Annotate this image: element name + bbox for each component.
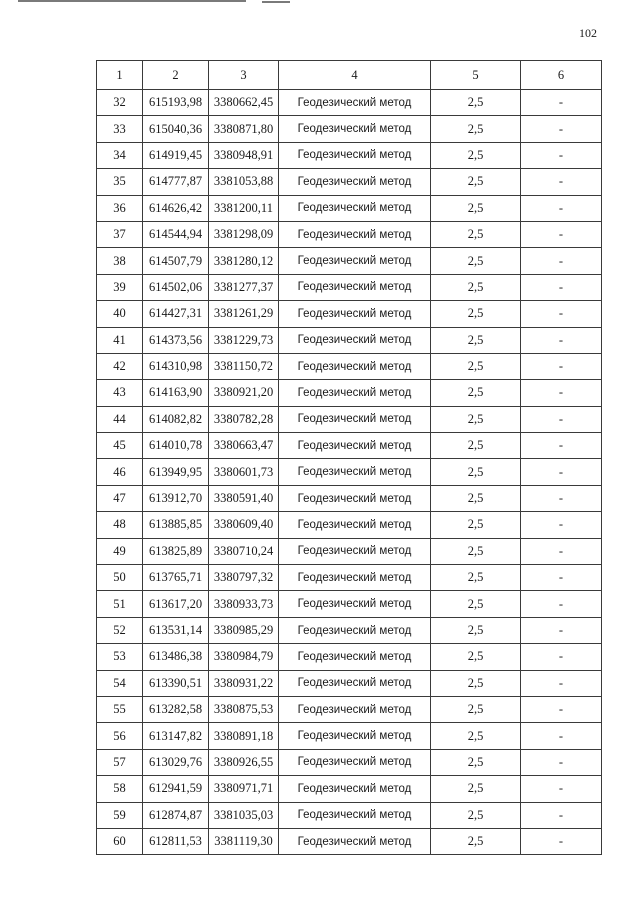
x-coordinate-cell: 613912,70 — [143, 485, 209, 511]
x-coordinate-cell: 615193,98 — [143, 90, 209, 116]
note-cell: - — [521, 802, 602, 828]
point-number-cell: 51 — [97, 591, 143, 617]
accuracy-cell: 2,5 — [431, 696, 521, 722]
method-cell: Геодезический метод — [279, 617, 431, 643]
method-cell: Геодезический метод — [279, 459, 431, 485]
x-coordinate-cell: 615040,36 — [143, 116, 209, 142]
accuracy-cell: 2,5 — [431, 248, 521, 274]
note-cell: - — [521, 195, 602, 221]
y-coordinate-cell: 3380591,40 — [209, 485, 279, 511]
table-row — [97, 696, 602, 722]
note-cell: - — [521, 512, 602, 538]
table-row — [97, 776, 602, 802]
note-cell: - — [521, 776, 602, 802]
x-coordinate-cell: 613147,82 — [143, 723, 209, 749]
point-number-cell: 32 — [97, 90, 143, 116]
method-cell: Геодезический метод — [279, 828, 431, 854]
method-cell: Геодезический метод — [279, 221, 431, 247]
x-coordinate-cell: 612811,53 — [143, 828, 209, 854]
table-row — [97, 670, 602, 696]
table-row — [97, 169, 602, 195]
y-coordinate-cell: 3381280,12 — [209, 248, 279, 274]
y-coordinate-cell: 3380662,45 — [209, 90, 279, 116]
table-row — [97, 723, 602, 749]
note-cell: - — [521, 327, 602, 353]
y-coordinate-cell: 3380926,55 — [209, 749, 279, 775]
table-row — [97, 195, 602, 221]
note-cell: - — [521, 696, 602, 722]
table-row — [97, 802, 602, 828]
table-row — [97, 406, 602, 432]
table-row — [97, 221, 602, 247]
y-coordinate-cell: 3380971,71 — [209, 776, 279, 802]
point-number-cell: 41 — [97, 327, 143, 353]
point-number-cell: 58 — [97, 776, 143, 802]
point-number-cell: 60 — [97, 828, 143, 854]
note-cell: - — [521, 591, 602, 617]
point-number-cell: 52 — [97, 617, 143, 643]
note-cell: - — [521, 433, 602, 459]
note-cell: - — [521, 670, 602, 696]
y-coordinate-cell: 3380891,18 — [209, 723, 279, 749]
method-cell: Геодезический метод — [279, 723, 431, 749]
coordinates-table — [96, 60, 602, 855]
note-cell: - — [521, 248, 602, 274]
table-row — [97, 248, 602, 274]
y-coordinate-cell: 3380933,73 — [209, 591, 279, 617]
note-cell: - — [521, 459, 602, 485]
x-coordinate-cell: 613390,51 — [143, 670, 209, 696]
note-cell: - — [521, 723, 602, 749]
note-cell: - — [521, 116, 602, 142]
point-number-cell: 56 — [97, 723, 143, 749]
accuracy-cell: 2,5 — [431, 406, 521, 432]
method-cell: Геодезический метод — [279, 565, 431, 591]
table-row — [97, 116, 602, 142]
y-coordinate-cell: 3381119,30 — [209, 828, 279, 854]
x-coordinate-cell: 613486,38 — [143, 644, 209, 670]
x-coordinate-cell: 614507,79 — [143, 248, 209, 274]
x-coordinate-cell: 613029,76 — [143, 749, 209, 775]
point-number-cell: 53 — [97, 644, 143, 670]
table-row — [97, 512, 602, 538]
point-number-cell: 48 — [97, 512, 143, 538]
y-coordinate-cell: 3380797,32 — [209, 565, 279, 591]
note-cell: - — [521, 565, 602, 591]
point-number-cell: 43 — [97, 380, 143, 406]
column-header-3: 3 — [209, 61, 279, 90]
accuracy-cell: 2,5 — [431, 538, 521, 564]
column-header-5: 5 — [431, 61, 521, 90]
accuracy-cell: 2,5 — [431, 749, 521, 775]
point-number-cell: 34 — [97, 142, 143, 168]
point-number-cell: 47 — [97, 485, 143, 511]
table-row — [97, 749, 602, 775]
note-cell: - — [521, 274, 602, 300]
x-coordinate-cell: 614310,98 — [143, 353, 209, 379]
note-cell: - — [521, 485, 602, 511]
method-cell: Геодезический метод — [279, 248, 431, 274]
table-row — [97, 565, 602, 591]
page-number: 102 — [579, 26, 597, 40]
x-coordinate-cell: 614082,82 — [143, 406, 209, 432]
point-number-cell: 50 — [97, 565, 143, 591]
note-cell: - — [521, 169, 602, 195]
x-coordinate-cell: 613949,95 — [143, 459, 209, 485]
x-coordinate-cell: 614373,56 — [143, 327, 209, 353]
method-cell: Геодезический метод — [279, 169, 431, 195]
y-coordinate-cell: 3380931,22 — [209, 670, 279, 696]
y-coordinate-cell: 3381200,11 — [209, 195, 279, 221]
table-body — [97, 90, 602, 855]
point-number-cell: 44 — [97, 406, 143, 432]
x-coordinate-cell: 613617,20 — [143, 591, 209, 617]
point-number-cell: 49 — [97, 538, 143, 564]
accuracy-cell: 2,5 — [431, 565, 521, 591]
method-cell: Геодезический метод — [279, 696, 431, 722]
method-cell: Геодезический метод — [279, 485, 431, 511]
x-coordinate-cell: 612874,87 — [143, 802, 209, 828]
y-coordinate-cell: 3380609,40 — [209, 512, 279, 538]
note-cell: - — [521, 142, 602, 168]
table-row — [97, 90, 602, 116]
method-cell: Геодезический метод — [279, 90, 431, 116]
method-cell: Геодезический метод — [279, 274, 431, 300]
point-number-cell: 38 — [97, 248, 143, 274]
table-row — [97, 301, 602, 327]
scan-edge-mark — [262, 1, 290, 3]
note-cell: - — [521, 353, 602, 379]
point-number-cell: 55 — [97, 696, 143, 722]
accuracy-cell: 2,5 — [431, 644, 521, 670]
accuracy-cell: 2,5 — [431, 195, 521, 221]
note-cell: - — [521, 301, 602, 327]
point-number-cell: 36 — [97, 195, 143, 221]
x-coordinate-cell: 614777,87 — [143, 169, 209, 195]
column-header-1: 1 — [97, 61, 143, 90]
note-cell: - — [521, 406, 602, 432]
y-coordinate-cell: 3380985,29 — [209, 617, 279, 643]
accuracy-cell: 2,5 — [431, 459, 521, 485]
table-row — [97, 485, 602, 511]
method-cell: Геодезический метод — [279, 591, 431, 617]
accuracy-cell: 2,5 — [431, 116, 521, 142]
x-coordinate-cell: 614163,90 — [143, 380, 209, 406]
method-cell: Геодезический метод — [279, 353, 431, 379]
scan-edge-mark — [18, 0, 246, 2]
note-cell: - — [521, 380, 602, 406]
accuracy-cell: 2,5 — [431, 353, 521, 379]
x-coordinate-cell: 614427,31 — [143, 301, 209, 327]
table-row — [97, 538, 602, 564]
x-coordinate-cell: 614010,78 — [143, 433, 209, 459]
y-coordinate-cell: 3380984,79 — [209, 644, 279, 670]
note-cell: - — [521, 221, 602, 247]
method-cell: Геодезический метод — [279, 116, 431, 142]
point-number-cell: 45 — [97, 433, 143, 459]
y-coordinate-cell: 3381150,72 — [209, 353, 279, 379]
x-coordinate-cell: 612941,59 — [143, 776, 209, 802]
method-cell: Геодезический метод — [279, 670, 431, 696]
method-cell: Геодезический метод — [279, 380, 431, 406]
y-coordinate-cell: 3381229,73 — [209, 327, 279, 353]
table-row — [97, 617, 602, 643]
note-cell: - — [521, 617, 602, 643]
x-coordinate-cell: 613282,58 — [143, 696, 209, 722]
accuracy-cell: 2,5 — [431, 617, 521, 643]
y-coordinate-cell: 3381277,37 — [209, 274, 279, 300]
accuracy-cell: 2,5 — [431, 485, 521, 511]
x-coordinate-cell: 613765,71 — [143, 565, 209, 591]
y-coordinate-cell: 3380782,28 — [209, 406, 279, 432]
point-number-cell: 35 — [97, 169, 143, 195]
method-cell: Геодезический метод — [279, 301, 431, 327]
accuracy-cell: 2,5 — [431, 327, 521, 353]
point-number-cell: 33 — [97, 116, 143, 142]
method-cell: Геодезический метод — [279, 406, 431, 432]
y-coordinate-cell: 3381053,88 — [209, 169, 279, 195]
column-header-2: 2 — [143, 61, 209, 90]
accuracy-cell: 2,5 — [431, 723, 521, 749]
note-cell: - — [521, 828, 602, 854]
point-number-cell: 37 — [97, 221, 143, 247]
y-coordinate-cell: 3381298,09 — [209, 221, 279, 247]
method-cell: Геодезический метод — [279, 644, 431, 670]
y-coordinate-cell: 3380601,73 — [209, 459, 279, 485]
y-coordinate-cell: 3380710,24 — [209, 538, 279, 564]
method-cell: Геодезический метод — [279, 327, 431, 353]
accuracy-cell: 2,5 — [431, 301, 521, 327]
method-cell: Геодезический метод — [279, 749, 431, 775]
point-number-cell: 54 — [97, 670, 143, 696]
column-header-4: 4 — [279, 61, 431, 90]
method-cell: Геодезический метод — [279, 433, 431, 459]
x-coordinate-cell: 613885,85 — [143, 512, 209, 538]
table-row — [97, 353, 602, 379]
y-coordinate-cell: 3380875,53 — [209, 696, 279, 722]
point-number-cell: 59 — [97, 802, 143, 828]
accuracy-cell: 2,5 — [431, 512, 521, 538]
table-row — [97, 274, 602, 300]
table-row — [97, 459, 602, 485]
method-cell: Геодезический метод — [279, 776, 431, 802]
x-coordinate-cell: 613531,14 — [143, 617, 209, 643]
x-coordinate-cell: 614544,94 — [143, 221, 209, 247]
x-coordinate-cell: 614919,45 — [143, 142, 209, 168]
accuracy-cell: 2,5 — [431, 591, 521, 617]
method-cell: Геодезический метод — [279, 142, 431, 168]
point-number-cell: 46 — [97, 459, 143, 485]
accuracy-cell: 2,5 — [431, 670, 521, 696]
accuracy-cell: 2,5 — [431, 274, 521, 300]
method-cell: Геодезический метод — [279, 512, 431, 538]
accuracy-cell: 2,5 — [431, 90, 521, 116]
accuracy-cell: 2,5 — [431, 776, 521, 802]
accuracy-cell: 2,5 — [431, 142, 521, 168]
table-row — [97, 591, 602, 617]
y-coordinate-cell: 3381261,29 — [209, 301, 279, 327]
method-cell: Геодезический метод — [279, 802, 431, 828]
note-cell: - — [521, 749, 602, 775]
y-coordinate-cell: 3380921,20 — [209, 380, 279, 406]
table-row — [97, 644, 602, 670]
x-coordinate-cell: 614502,06 — [143, 274, 209, 300]
y-coordinate-cell: 3381035,03 — [209, 802, 279, 828]
x-coordinate-cell: 613825,89 — [143, 538, 209, 564]
point-number-cell: 40 — [97, 301, 143, 327]
accuracy-cell: 2,5 — [431, 169, 521, 195]
table-row — [97, 327, 602, 353]
x-coordinate-cell: 614626,42 — [143, 195, 209, 221]
y-coordinate-cell: 3380948,91 — [209, 142, 279, 168]
table-row — [97, 380, 602, 406]
note-cell: - — [521, 644, 602, 670]
accuracy-cell: 2,5 — [431, 802, 521, 828]
accuracy-cell: 2,5 — [431, 433, 521, 459]
note-cell: - — [521, 90, 602, 116]
note-cell: - — [521, 538, 602, 564]
table-row — [97, 433, 602, 459]
accuracy-cell: 2,5 — [431, 828, 521, 854]
point-number-cell: 57 — [97, 749, 143, 775]
y-coordinate-cell: 3380871,80 — [209, 116, 279, 142]
point-number-cell: 39 — [97, 274, 143, 300]
table-row — [97, 142, 602, 168]
method-cell: Геодезический метод — [279, 195, 431, 221]
table-row — [97, 828, 602, 854]
accuracy-cell: 2,5 — [431, 221, 521, 247]
column-header-6: 6 — [521, 61, 602, 90]
point-number-cell: 42 — [97, 353, 143, 379]
accuracy-cell: 2,5 — [431, 380, 521, 406]
y-coordinate-cell: 3380663,47 — [209, 433, 279, 459]
method-cell: Геодезический метод — [279, 538, 431, 564]
table-header-row — [97, 61, 602, 90]
